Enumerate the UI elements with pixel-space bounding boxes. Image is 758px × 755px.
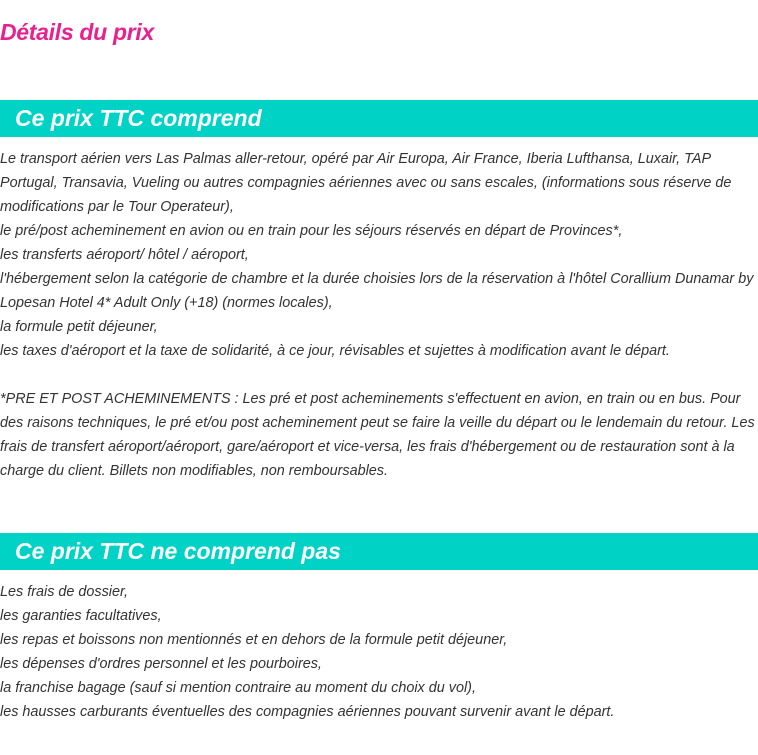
includes-section-header: Ce prix TTC comprend [0,100,758,137]
excludes-item: la franchise bagage (sauf si mention contraire au moment du choix du vol), [0,680,476,696]
includes-item: Le transport aérien vers Las Palmas aller-retour, opéré par Air Europa, Air France, Iberia Lufthansa, Luxair, TAP Portugal, Transavia, Vueling ou autres compagnies aériennes avec ou sans escales, (informations sous réserve de modifications par le Tour Operateur), [0,151,732,215]
excludes-item: les repas et boissons non mentionnés et en dehors de la formule petit déjeuner, [0,632,508,648]
includes-item: la formule petit déjeuner, [0,319,158,335]
excludes-section-header: Ce prix TTC ne comprend pas [0,533,758,570]
pre-post-transport-note: *PRE ET POST ACHEMINEMENTS : Les pré et post acheminements s'effectuent en avion, en train ou en bus. Pour des raisons techniques, le pré et/ou post acheminement peut se faire la veille du départ ou le lendemain du retour. Les frais de transfert aéroport/aéroport, gare/aéroport et vice-versa, les frais d'hébergement ou de restauration sont à la charge du client. Billets non modifiables, non remboursables. [0,391,755,479]
includes-item: les taxes d'aéroport et la taxe de solidarité, à ce jour, révisables et sujettes à modification avant le départ. [0,343,670,359]
excludes-item: les dépenses d'ordres personnel et les pourboires, [0,656,322,672]
excludes-item: Les frais de dossier, [0,584,128,600]
includes-item: l'hébergement selon la catégorie de chambre et la durée choisies lors de la réservation à l'hôtel Corallium Dunamar by Lopesan Hotel 4* Adult Only (+18) (normes locales), [0,271,754,311]
includes-item: les transferts aéroport/ hôtel / aéroport, [0,247,249,263]
includes-item: le pré/post acheminement en avion ou en train pour les séjours réservés en départ de Provinces*, [0,223,623,239]
page-title: Détails du prix [0,19,154,45]
excludes-item: les garanties facultatives, [0,608,162,624]
excludes-item: les hausses carburants éventuelles des compagnies aériennes pouvant survenir avant le départ. [0,704,615,720]
includes-list [0,147,758,363]
excludes-list [0,580,758,724]
